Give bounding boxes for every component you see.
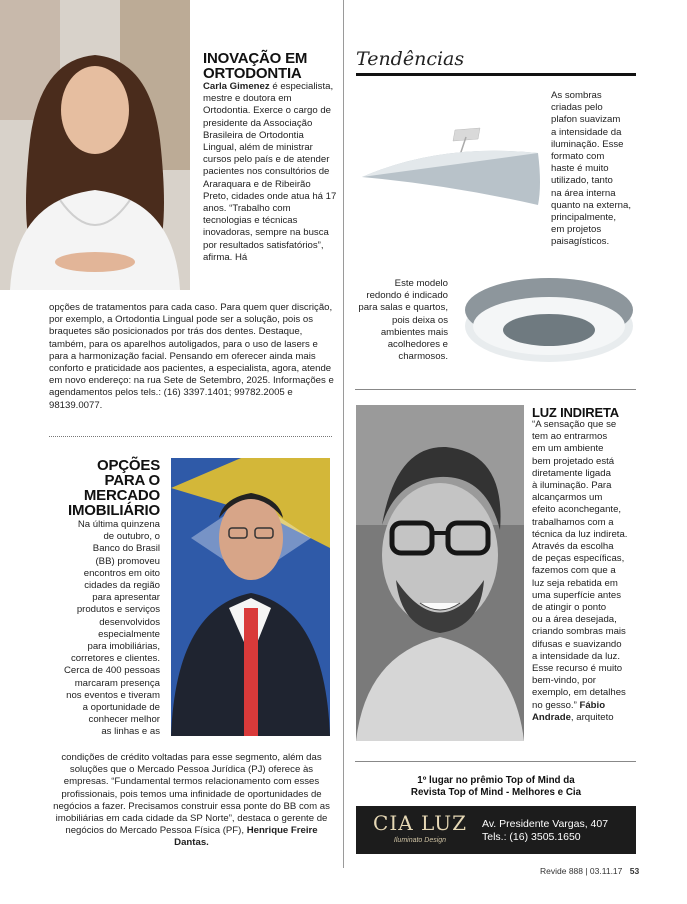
imobiliario-line: desenvolvidos [99, 616, 160, 628]
caption-line: paisagísticos. [551, 236, 610, 248]
luz-line [532, 700, 642, 712]
luz-line: luz seja rebatida em [532, 577, 618, 589]
caption-line: quanto na externa, [551, 199, 632, 211]
caption-line: charmosos. [398, 351, 448, 363]
luz-line: alcançarmos um [532, 492, 603, 504]
imobiliario-line: Cerca de 400 pessoas [64, 665, 160, 677]
caption-line: para salas e quartos, [358, 302, 448, 314]
caption-line: haste é muito [551, 163, 609, 175]
imobiliario-line: (BB) promoveu [95, 555, 160, 567]
luz-role: , arquiteto [570, 711, 614, 723]
caption-line: iluminação. Esse [551, 138, 624, 150]
ortodontia-title: INOVAÇÃO EM ORTODONTIA [203, 50, 308, 82]
caption-line: formato com [551, 151, 605, 163]
section-divider [49, 436, 332, 437]
ad-banner[interactable] [356, 806, 636, 854]
caption-line: utilizado, tanto [551, 175, 613, 187]
carla-gimenez-photo [0, 0, 190, 290]
ad-contact [482, 818, 608, 844]
imobiliario-line: produtos e serviços [76, 604, 160, 616]
luz-line: de atingir o ponto [532, 602, 607, 614]
caption-line: pois deixa os [392, 314, 448, 326]
caption-line: redondo é indicado [366, 290, 448, 302]
luz-line: técnica da luz indireta. [532, 528, 628, 540]
ortodontia-lead [203, 81, 338, 264]
tendencias-rule [356, 73, 636, 76]
column-divider [343, 0, 344, 868]
imobiliario-line: as linhas e as [101, 726, 160, 738]
luz-line: bem-vindo, por [532, 675, 596, 687]
luz-line: “A sensação que se [532, 419, 617, 430]
luz-name-1: Fábio [579, 699, 606, 711]
luz-line: criando sombras mais [532, 626, 626, 638]
ortodontia-lead-text: é especialista, mestre e doutora em Ortodontia. Exerce o cargo de presidente da Associação Brasileira de Ortodontia Lingual, além de ministrar cursos pelo país e de atender pacientes nos consultórios de Araraquara e de Ribeirão Preto, cidades onde atua há 17 anos. “Trabalho com tecnologias e técnicas inovadoras, sempre na busca por resultados satisfatórios”, afirma. Há [203, 81, 337, 263]
imobiliario-line: de outubro, o [103, 531, 160, 543]
imobiliario-line: Banco do Brasil [92, 543, 160, 555]
caption-line: As sombras [551, 90, 602, 101]
ad-award-line: 1º lugar no prêmio Top of Mind da [417, 775, 575, 786]
luz-line: Através da escolha [532, 541, 614, 553]
imobiliario-narrow-text [40, 519, 160, 739]
imobiliario-line: para apresentar [92, 592, 160, 604]
ad-phone: Tels.: (16) 3505.1650 [482, 831, 581, 843]
imobiliario-wide-body: condições de crédito voltadas para esse segmento, além das soluções que o Mercado Pessoa Jurídica (PJ) oferece às empresas. “Fundamental termos relacionamento com esses profissionais, pois temos uma infinidade de oportunidades de negócios a fazer. Precisamos construir essa ponte do BB com as imobiliárias em cada cidade da SP Norte”, destaca o gerente de negócios do Mercado Pessoa Física (PF), [53, 752, 330, 837]
luz-line: trabalhamos com a [532, 516, 614, 528]
caption-line: Este modelo [394, 278, 448, 289]
luz-line: fazemos com que a [532, 565, 616, 577]
caption-line: criadas pelo [551, 102, 603, 114]
plafon-haste-image [360, 125, 550, 210]
imobiliario-name: Henrique Freire Dantas. [174, 825, 318, 849]
imobiliario-line: especialmente [98, 628, 160, 640]
section-rule [355, 389, 636, 390]
imobiliario-line: nos eventos e tiveram [66, 689, 160, 701]
imobiliario-line: Na última quinzena [77, 519, 160, 530]
fabio-andrade-photo [356, 405, 524, 741]
ortodontia-lead-name: Carla Gimenez [203, 81, 270, 92]
page-number: 53 [629, 866, 640, 876]
luz-line: bem projetado está [532, 455, 615, 467]
luz-name-2: Andrade [532, 711, 571, 723]
imobiliario-line: corretores e clientes. [70, 653, 160, 665]
tendencias-caption-1 [551, 90, 641, 249]
ad-award-line: Revista Top of Mind - Melhores e Cia [410, 787, 582, 798]
luz-line: difusas e suavizando [532, 638, 622, 650]
henrique-dantas-photo [171, 458, 330, 736]
caption-line: plafon suavizam [551, 114, 621, 126]
tendencias-title: Tendências [356, 48, 465, 70]
luz-line: efeito aconchegante, [532, 504, 622, 516]
imobiliario-line: marcaram presença [74, 677, 160, 689]
imobiliario-line: conhecer melhor [88, 714, 160, 726]
luz-line: tem ao entrarmos [532, 431, 608, 443]
luz-line: em um ambiente [532, 443, 604, 455]
ad-address: Av. Presidente Vargas, 407 [482, 818, 609, 830]
imobiliario-title-line: IMOBILIÁRIO [68, 502, 160, 519]
luz-title: LUZ INDIRETA [532, 405, 619, 420]
luz-signature [532, 712, 642, 724]
cia-luz-logo-text: CIA LUZ [373, 811, 467, 835]
luz-line: à iluminação. Para [532, 480, 612, 492]
footer-issue: Revide 888 | 03.11.17 [540, 866, 623, 876]
caption-line: acolhedores e [387, 339, 448, 351]
caption-line: na área interna [551, 187, 616, 199]
caption-line: a intensidade da [551, 126, 622, 138]
caption-line: em projetos [551, 224, 602, 236]
luz-line: ou a área desejada, [532, 614, 617, 626]
caption-line: principalmente, [551, 212, 617, 224]
cia-luz-logo [362, 810, 478, 850]
imobiliario-title-line: OPÇÕES [97, 457, 160, 474]
imobiliario-line: para imobiliárias, [87, 641, 160, 653]
imobiliario-title-line: PARA O [104, 472, 160, 489]
luz-line: Esse recurso é muito [532, 663, 623, 675]
tendencias-caption-2 [352, 278, 448, 363]
luz-line: a intensidade da luz. [532, 650, 621, 662]
imobiliario-title-line: MERCADO [83, 487, 160, 504]
luz-line: uma superfície antes [532, 589, 622, 601]
ortodontia-continuation: opções de tratamentos para cada caso. Para quem quer discrição, por exemplo, a Ortodontia Lingual pode ser a solução, pois os braquetes são posicionados por trás dos dentes. Destaque, também, para os aparelhos autoligados, para o uso de lasers e para a harmonização facial. Pensando em oferecer ainda mais conforto e praticidade aos pacientes, a especialista, agora, atende em novo endereço: na rua Sete de Setembro, 2025. Informações e agendamentos pelos tels.: (16) 3397.1401; 99782.2005 e 98139.0077. [49, 302, 334, 411]
imobiliario-wide-text [49, 752, 334, 850]
luz-text [532, 419, 642, 724]
cia-luz-logo-sub: Iluminato Design [393, 837, 447, 844]
imobiliario-line: cidades da região [84, 580, 160, 592]
imobiliario-line: encontros em oito [83, 567, 160, 579]
caption-line: ambientes mais [380, 326, 448, 338]
luz-line: exemplo, em detalhes [532, 687, 626, 699]
ad-award [356, 775, 636, 799]
luz-line: de peças específicas, [532, 553, 625, 565]
imobiliario-line: a oportunidade de [82, 702, 160, 714]
imobiliario-title [60, 458, 160, 518]
page-footer [540, 866, 639, 876]
plafon-redondo-image [462, 268, 637, 368]
luz-line-text: no gesso.” [532, 699, 577, 711]
luz-line: diretamente ligada [532, 467, 611, 479]
ad-rule [355, 761, 636, 762]
